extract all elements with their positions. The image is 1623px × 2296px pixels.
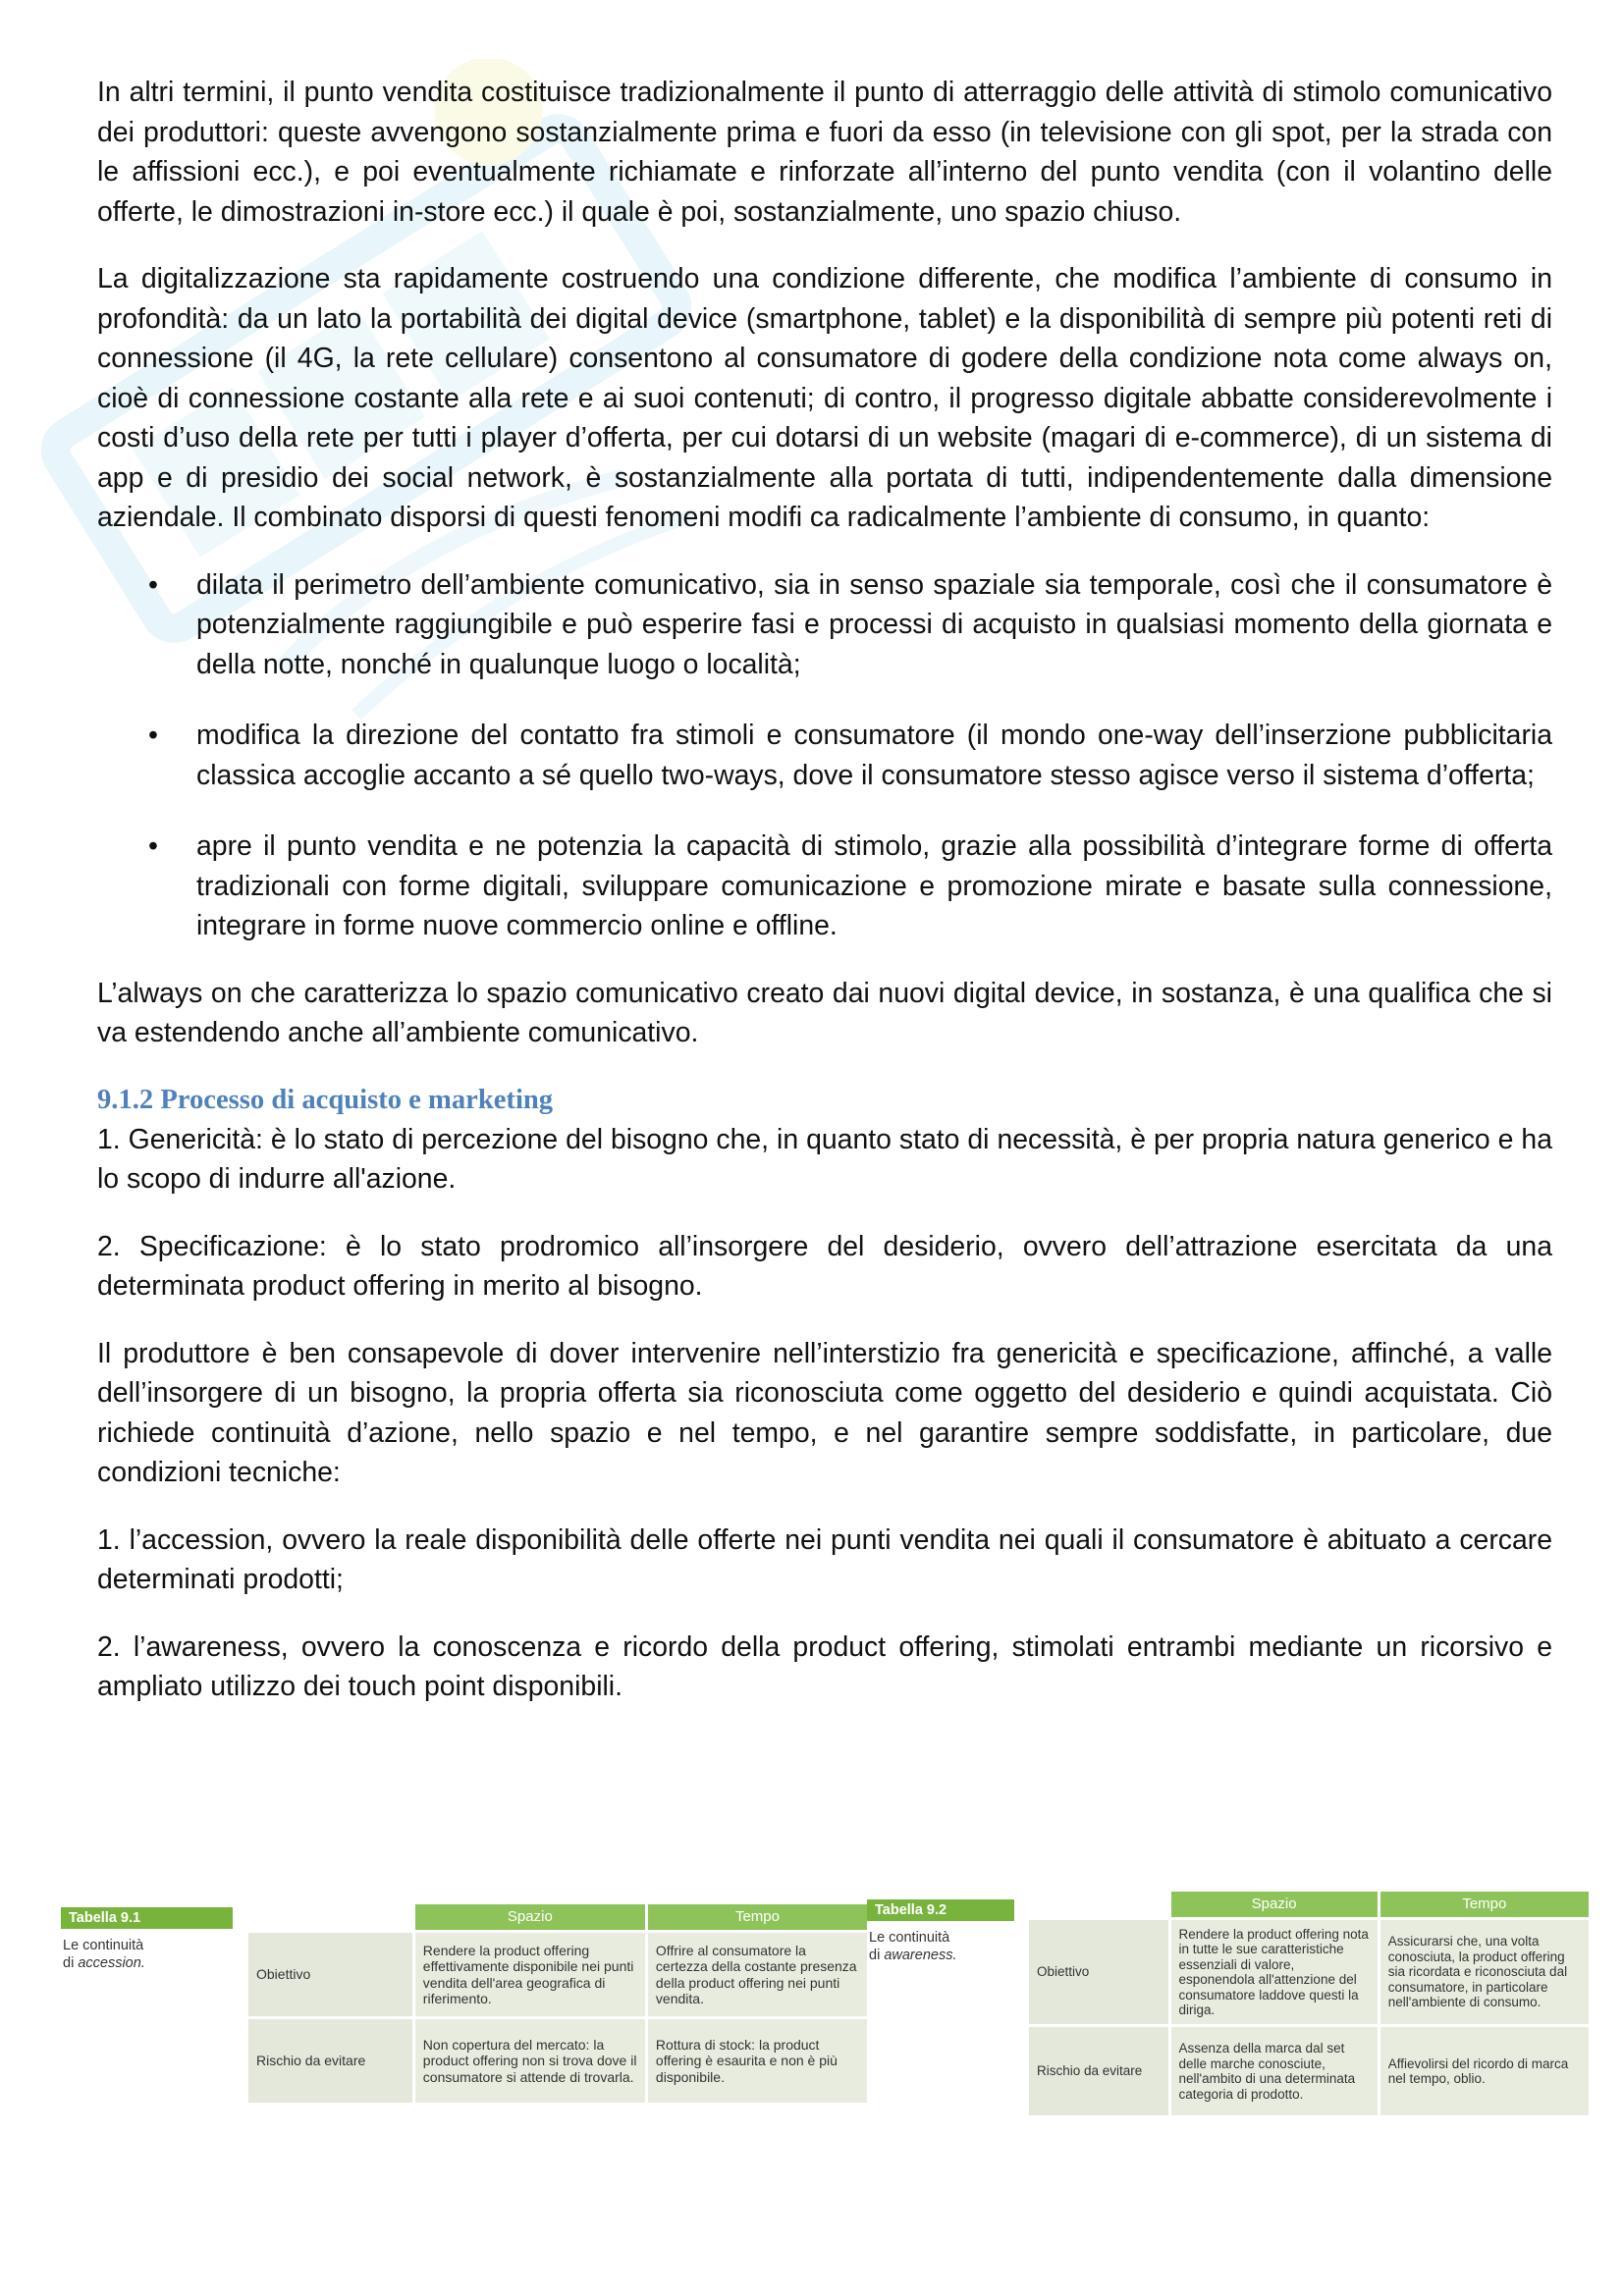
- paragraph-3: L’always on che caratterizza lo spazio comunicativo creato dai nuovi digital device, in sostanza, è una qualifica che si va estendendo anche all’ambiente comunicativo.: [97, 977, 1552, 1048]
- table-cell: Offrire al consumatore la certezza della costante presenza della product offering nei punti vendita.: [648, 1933, 867, 2016]
- table-1-caption: [61, 1907, 233, 1972]
- caption-italic: accession.: [78, 1955, 145, 1971]
- table-cell: Assicurarsi che, una volta conosciuta, la product offering sia ricordata e riconosciuta dal consumatore, in particolare nell'ambiente di consumo.: [1380, 1920, 1589, 2024]
- bullet-dot: •: [148, 720, 158, 751]
- caption-line: [869, 1947, 1014, 1964]
- table-row: [1029, 1920, 1589, 2024]
- table-cell: Non copertura del mercato: la product offering non si trova dove il consumatore si attende di trovarla.: [415, 2019, 645, 2103]
- caption-line: [63, 1954, 233, 1972]
- column-header-time: Tempo: [1380, 1892, 1589, 1917]
- bullet-dot: •: [148, 568, 158, 601]
- paragraph-1: In altri termini, il punto vendita costituisce tradizionalmente il punto di atterraggio delle attività di stimolo comunicativo dei produttori: queste avvengono sostanzialmente prima e fuori da esso (in televisione con gli spot, per la strada con le affissioni ecc.), e poi eventualmente richiamate e rinforzate all’interno del punto vendita (con il volantino delle offerte, le dimostrazioni in-store ecc.) il quale è poi, sostanzialmente, uno spazio chiuso.: [97, 77, 1552, 228]
- caption-prefix: di: [869, 1948, 885, 1963]
- paragraph-5: 2. Specificazione: è lo stato prodromico all’insorgere del desiderio, ovvero dell’attrazione esercitata da una determinata product offering in merito al bisogno.: [97, 1230, 1552, 1302]
- column-header-space: Spazio: [415, 1904, 645, 1930]
- caption-prefix: di: [63, 1955, 79, 1971]
- table-corner: [248, 1904, 412, 1930]
- paragraph-2: La digitalizzazione sta rapidamente costruendo una condizione differente, che modifica l’ambiente di consumo in profondità: da un lato la portabilità dei digital device (smartphone, tablet) e la disponibilità di sempre più potenti reti di connessione (il 4G, la rete cellulare) consentono al consumatore di godere della condizione nota come always on, cioè di connessione costante alla rete e ai suoi contenuti; di contro, il progresso digitale abbatte considerevolmente i costi d’uso della rete per tutti i player d’offerta, per cui dotarsi di un website (magari di e-commerce), di un sistema di app e di presidio dei social network, è sostanzialmente alla portata di tutti, indipendentemente dalla dimensione aziendale. Il combinato disporsi di questi fenomeni modifi ca radicalmente l’ambiente di consumo, in quanto:: [97, 263, 1552, 533]
- table-2-tag: Tabella 9.2: [867, 1899, 1014, 1921]
- table-corner: [1029, 1892, 1168, 1917]
- bullet-text: apre il punto vendita e ne potenzia la capacità di stimolo, grazie alla possibilità d’integrare forme di offerta tradizionali con forme digitali, sviluppare comunicazione e promozione mirate e basate sulla connessione, integrare in forme nuove commercio online e offline.: [196, 830, 1552, 941]
- table-row: [1029, 2027, 1589, 2115]
- paragraph-6: Il produttore è ben consapevole di dover intervenire nell’interstizio fra genericità e specificazione, affinché, a valle dell’insorgere di un bisogno, la propria offerta sia riconosciuta come oggetto del desiderio e quindi acquistata. Ciò richiede continuità d’azione, nello spazio e nel tempo, e nel garantire sempre soddisfatte, in particolare, due condizioni tecniche:: [97, 1337, 1552, 1488]
- row-label: Obiettivo: [1029, 1920, 1168, 2024]
- section-heading: 9.1.2 Processo di acquisto e marketing: [97, 1084, 554, 1115]
- column-header-time: Tempo: [648, 1904, 867, 1930]
- paragraph-4: 1. Genericità: è lo stato di percezione del bisogno che, in quanto stato di necessità, è per propria natura generico e ha lo scopo di indurre all'azione.: [97, 1123, 1552, 1195]
- table-2-subtitle: [867, 1929, 1014, 1964]
- paragraph-7: 1. l’accession, ovvero la reale disponibilità delle offerte nei punti vendita nei quali il consumatore è abituato a cercare determinati prodotti;: [97, 1523, 1552, 1595]
- row-label: Obiettivo: [248, 1933, 412, 2016]
- table-2-caption: [867, 1899, 1014, 1964]
- bullet-text: dilata il perimetro dell’ambiente comunicativo, sia in senso spaziale sia temporale, così che il consumatore è potenzialmente raggiungibile e può esperire fasi e processi di acquisto in qualsiasi momento della giornata e della notte, nonché in qualunque luogo o località;: [196, 568, 1552, 680]
- table-1-subtitle: [61, 1937, 233, 1972]
- table-row: [248, 2019, 867, 2103]
- row-label: Rischio da evitare: [248, 2019, 412, 2103]
- table-cell: Rottura di stock: la product offering è esaurita e non è più disponibile.: [648, 2019, 867, 2103]
- caption-italic: awareness.: [884, 1948, 957, 1963]
- table-cell: Rendere la product offering effettivamente disponibile nei punti vendita dell'area geografica di riferimento.: [415, 1933, 645, 2016]
- list-item: [97, 827, 1552, 946]
- caption-line: Le continuità: [63, 1938, 144, 1953]
- bullet-list: [97, 565, 1552, 946]
- table-9-2: [1026, 1889, 1592, 2118]
- column-header-space: Spazio: [1171, 1892, 1378, 1917]
- table-9-1: [245, 1901, 870, 2106]
- list-item: [97, 565, 1552, 685]
- bullet-text: modifica la direzione del contatto fra stimoli e consumatore (il mondo one-way dell’inserzione pubblicitaria classica accoglie accanto a sé quello two-ways, dove il consumatore stesso agisce verso il sistema d’offerta;: [196, 720, 1552, 791]
- table-cell: Affievolirsi del ricordo di marca nel tempo, oblio.: [1380, 2027, 1589, 2115]
- list-item: [97, 716, 1552, 795]
- row-label: Rischio da evitare: [1029, 2027, 1168, 2115]
- table-cell: Rendere la product offering nota in tutte le sue caratteristiche essenziali di valore, esponendola all'attenzione del consumatore laddove questi la diriga.: [1171, 1920, 1378, 2024]
- document-body: [97, 73, 1552, 1735]
- paragraph-8: 2. l’awareness, ovvero la conoscenza e ricordo della product offering, stimolati entrambi mediante un ricorsivo e ampliato utilizzo dei touch point disponibili.: [97, 1630, 1552, 1702]
- table-1-tag: Tabella 9.1: [61, 1907, 233, 1929]
- table-row: [248, 1933, 867, 2016]
- bullet-dot: •: [148, 830, 158, 862]
- caption-line: Le continuità: [869, 1930, 950, 1946]
- table-cell: Assenza della marca dal set delle marche conosciute, nell'ambito di una determinata categoria di prodotto.: [1171, 2027, 1378, 2115]
